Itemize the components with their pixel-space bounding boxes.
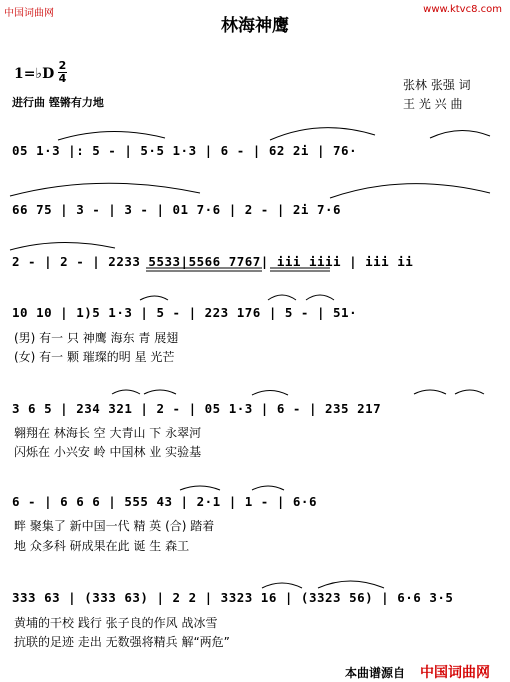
watermark-left: 中国词曲网 (4, 8, 54, 19)
slur-arc (144, 390, 176, 394)
slur-arc (252, 391, 288, 396)
score-row-7-notes: 333 63 | (333 63) | 2 2 | 3323 16 | (3323 56) | 6·6 3·5 (12, 590, 454, 605)
score-row-2-notes: 66 75 | 3 - | 3 - | 01 7·6 | 2 - | 2i 7·6 (12, 202, 342, 217)
slur-arc (10, 183, 200, 196)
score-row-4-lyrics-2: (女) 有一 颗 璀璨的明 星 光芒 (14, 350, 175, 364)
score-row-6-lyrics-2: 地 众多科 研成果在此 诞 生 森工 (14, 539, 190, 553)
slur-arc (10, 242, 115, 250)
tempo-marking: 进行曲 铿锵有力地 (12, 96, 104, 109)
slur-arc (330, 184, 490, 198)
composer: 王 光 兴 曲 (403, 97, 463, 111)
slur-arc (180, 486, 220, 490)
score-row-7-lyrics-1: 黄埔的干校 践行 张子良的作风 战冰雪 (14, 616, 218, 630)
score-row-5-lyrics-2: 闪烁在 小兴安 岭 中国林 业 实验基 (14, 445, 202, 459)
key-signature: 1=♭D (14, 66, 55, 82)
footer-source-site[interactable]: 中国词曲网 (420, 665, 490, 681)
slur-arc (140, 296, 168, 300)
slur-arc (270, 128, 375, 140)
slur-arc (112, 390, 140, 394)
score-row-5-lyrics-1: 翱翔在 林海长 空 大青山 下 永翠河 (14, 426, 202, 440)
score-row-7-lyrics-2: 抗联的足迹 走出 无数强将精兵 解“两危” (14, 635, 230, 649)
lyricist: 张林 张强 词 (403, 78, 471, 92)
slur-arc (455, 390, 484, 394)
slur-arc (306, 295, 334, 300)
score-row-3-notes: 2 - | 2 - | 2233 5533|5566 7767| iii iiii | iii ii (12, 254, 414, 269)
time-signature (58, 61, 67, 84)
slur-arc (262, 583, 302, 588)
score-row-6-notes: 6 - | 6 6 6 | 555 43 | 2·1 | 1 - | 6·6 (12, 494, 317, 509)
score-row-6-lyrics-1: 畔 聚集了 新中国一代 精 英 (合) 踏着 (14, 519, 215, 533)
watermark-right: www.ktvc8.com (423, 4, 502, 15)
slur-arc (252, 486, 284, 490)
time-top: 2 (58, 59, 67, 72)
slur-arc (414, 390, 446, 394)
slur-arc (318, 581, 384, 588)
score-row-4-lyrics-1: (男) 有一 只 神鹰 海东 青 展翅 (14, 331, 179, 345)
score-row-1-notes: 05 1·3 |: 5 - | 5·5 1·3 | 6 - | 62 2i | 76· (12, 143, 358, 158)
slur-arc (58, 131, 165, 140)
footer-source-label: 本曲谱源自 (345, 666, 406, 680)
slur-arc (430, 130, 490, 138)
song-title: 林海神鹰 (221, 16, 289, 36)
score-row-5-notes: 3 6 5 | 234 321 | 2 - | 05 1·3 | 6 - | 235 217 (12, 401, 382, 416)
score-row-4-notes: 10 10 | 1)5 1·3 | 5 - | 223 176 | 5 - | 51· (12, 305, 358, 320)
time-bottom: 4 (58, 72, 67, 85)
slur-arc (268, 295, 296, 300)
